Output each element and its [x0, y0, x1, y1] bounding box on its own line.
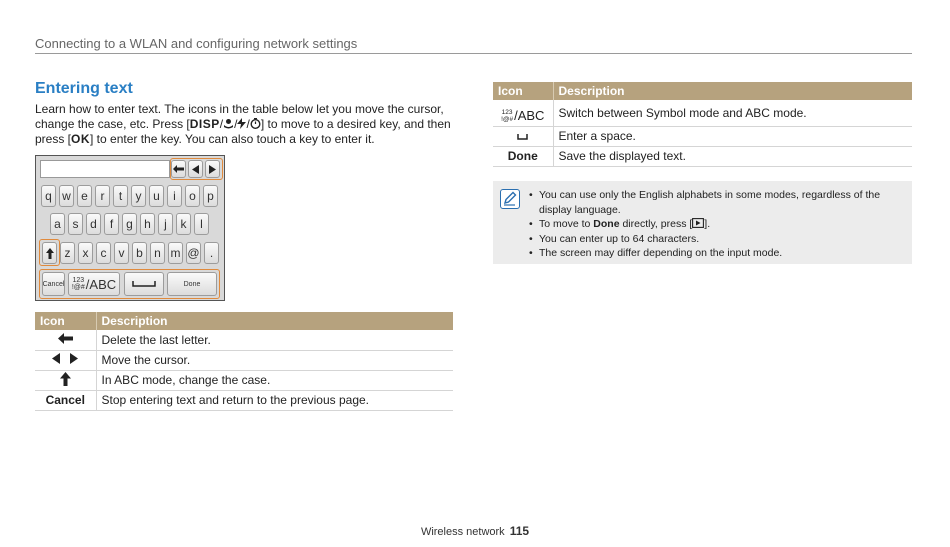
- letter-key[interactable]: b: [132, 242, 147, 264]
- description-cell: Save the displayed text.: [553, 146, 912, 166]
- shift-key[interactable]: [42, 242, 57, 264]
- backspace-arrow-icon: [58, 333, 73, 344]
- playback-icon: [692, 218, 704, 228]
- pencil-icon: [501, 190, 518, 207]
- note-pencil-icon: [500, 189, 520, 209]
- note-list: [529, 188, 907, 261]
- letter-key[interactable]: w: [59, 185, 74, 207]
- abc-label: /ABC: [85, 276, 117, 292]
- icon-cell: [35, 330, 96, 350]
- letter-key[interactable]: g: [122, 213, 137, 235]
- space-key[interactable]: [124, 272, 164, 296]
- keyboard-illustration: [35, 155, 225, 301]
- macro-flower-icon: [223, 118, 234, 129]
- done-key[interactable]: Done: [167, 272, 217, 296]
- done-label-cell: Done: [493, 146, 553, 166]
- shift-up-arrow-icon: [60, 372, 71, 386]
- note-item: • The screen may differ depending on the input mode.: [529, 246, 907, 261]
- table-row: [493, 100, 912, 126]
- note-item: • To move to Done directly, press [ ].: [529, 217, 907, 232]
- description-cell: Enter a space.: [553, 126, 912, 146]
- description-cell: Move the cursor.: [96, 350, 453, 370]
- icon-column-header: Icon: [493, 82, 553, 100]
- icon-cell: [493, 126, 553, 146]
- letter-key[interactable]: v: [114, 242, 129, 264]
- text-input-bar: [40, 160, 170, 178]
- space-bar-icon: [517, 134, 528, 140]
- letter-key[interactable]: c: [96, 242, 111, 264]
- description-cell: Delete the last letter.: [96, 330, 453, 350]
- icon-cell: [493, 100, 553, 126]
- letter-key[interactable]: @: [186, 242, 201, 264]
- icon-cell: [35, 370, 96, 390]
- table-row: [35, 370, 453, 390]
- symbol-abc-key[interactable]: [68, 272, 120, 296]
- letter-key[interactable]: o: [185, 185, 200, 207]
- letter-key[interactable]: a: [50, 213, 65, 235]
- icon-column-header: Icon: [35, 312, 96, 330]
- symbol-bottom: !@#: [71, 284, 85, 291]
- letter-key[interactable]: x: [78, 242, 93, 264]
- letter-key[interactable]: r: [95, 185, 110, 207]
- note-item: • You can enter up to 64 characters.: [529, 232, 907, 247]
- letter-key[interactable]: s: [68, 213, 83, 235]
- cancel-label-cell: Cancel: [35, 390, 96, 410]
- letter-key[interactable]: z: [60, 242, 75, 264]
- timer-icon: [250, 118, 261, 129]
- letter-key[interactable]: q: [41, 185, 56, 207]
- letter-key[interactable]: p: [203, 185, 218, 207]
- abc-label: /ABC: [514, 108, 545, 123]
- intro-text: Learn how to enter text. The icons in the table below let you move the cursor, change the case, etc. Press [DISP/ / / ] to move to a desired key, and then press [OK] to enter the key. You can also touch a key to enter it.: [35, 102, 451, 146]
- icon-cell: [35, 350, 96, 370]
- letter-key[interactable]: .: [204, 242, 219, 264]
- letter-key[interactable]: t: [113, 185, 128, 207]
- backspace-arrow-icon: [173, 165, 184, 173]
- page-number: 115: [509, 524, 530, 538]
- letter-key[interactable]: n: [150, 242, 165, 264]
- description-cell: Switch between Symbol mode and ABC mode.: [553, 100, 912, 126]
- description-column-header: Description: [96, 312, 453, 330]
- table-row: [35, 330, 453, 350]
- letter-key[interactable]: l: [194, 213, 209, 235]
- letter-key[interactable]: f: [104, 213, 119, 235]
- cancel-key[interactable]: Cancel: [42, 272, 65, 296]
- note-item: • You can use only the English alphabets in some modes, regardless of the display language.: [529, 188, 907, 217]
- cursor-right-key[interactable]: [205, 160, 220, 178]
- backspace-key[interactable]: [171, 160, 186, 178]
- table-row: [35, 390, 453, 410]
- letter-key[interactable]: e: [77, 185, 92, 207]
- section-title: Entering text: [35, 80, 133, 97]
- description-cell: Stop entering text and return to the previous page.: [96, 390, 453, 410]
- header-title: Connecting to a WLAN and configuring network settings: [35, 36, 358, 51]
- letter-key[interactable]: j: [158, 213, 173, 235]
- letter-key[interactable]: d: [86, 213, 101, 235]
- cursor-right-icon: [209, 165, 216, 174]
- footer-section: Wireless network: [420, 526, 505, 538]
- cursor-left-icon: [192, 165, 199, 174]
- table-header-row: [35, 312, 453, 330]
- cursor-left-right-icon: [52, 353, 78, 364]
- table-row: [493, 146, 912, 166]
- letter-key[interactable]: h: [140, 213, 155, 235]
- note-box: [493, 181, 912, 264]
- mode-icon-table: [493, 82, 912, 167]
- space-bar-icon: [132, 281, 156, 287]
- letter-key[interactable]: i: [167, 185, 182, 207]
- table-header-row: [493, 82, 912, 100]
- page-footer: [0, 524, 950, 538]
- shift-up-arrow-icon: [46, 248, 54, 259]
- cursor-left-key[interactable]: [188, 160, 203, 178]
- page-header: [35, 36, 912, 54]
- description-column-header: Description: [553, 82, 912, 100]
- symbol-top: 123: [501, 108, 513, 116]
- letter-key[interactable]: m: [168, 242, 183, 264]
- letter-key[interactable]: u: [149, 185, 164, 207]
- symbol-top: 123: [72, 277, 85, 284]
- table-row: [35, 350, 453, 370]
- letter-key[interactable]: y: [131, 185, 146, 207]
- letter-key[interactable]: k: [176, 213, 191, 235]
- ok-key: OK: [71, 132, 91, 146]
- disp-key: DISP: [189, 117, 220, 131]
- description-cell: In ABC mode, change the case.: [96, 370, 453, 390]
- table-row: [493, 126, 912, 146]
- symbol-bottom: !@#: [501, 115, 514, 123]
- keyboard-icon-table: [35, 312, 453, 411]
